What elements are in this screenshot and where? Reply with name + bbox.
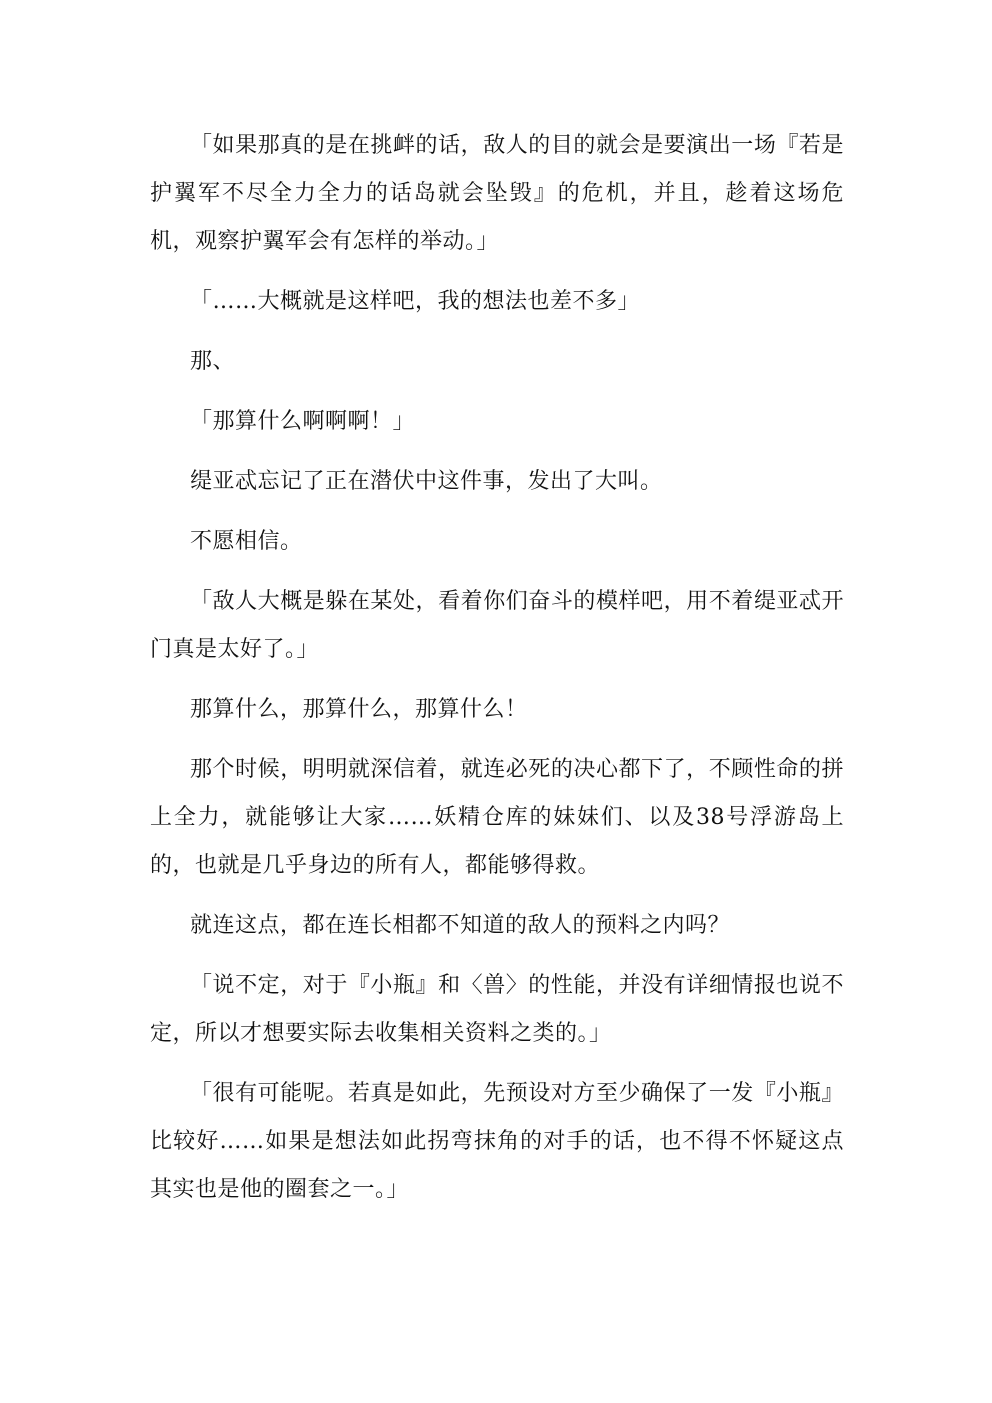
paragraph: 那个时候，明明就深信着，就连必死的决心都下了，不顾性命的拼上全力，就能够让大家……妖精仓库的妹妹们、以及38号浮游岛上的，也就是几乎身边的所有人，都能够得救。: [150, 757, 844, 878]
paragraph: 就连这点，都在连长相都不知道的敌人的预料之内吗？: [190, 913, 731, 938]
paragraph: 「……大概就是这样吧，我的想法也差不多」: [190, 289, 641, 314]
paragraph: 缇亚忒忘记了正在潜伏中这件事，发出了大叫。: [190, 469, 663, 494]
paragraph: 「很有可能呢。若真是如此，先预设对方至少确保了一发『小瓶』比较好……如果是想法如此拐弯抹角的对手的话，也不得不怀疑这点其实也是他的圈套之一。」: [150, 1081, 844, 1202]
paragraph: 「如果那真的是在挑衅的话，敌人的目的就会是要演出一场『若是护翼军不尽全力全力的话岛就会坠毁』的危机，并且，趁着这场危机，观察护翼军会有怎样的举动。」: [150, 133, 844, 254]
paragraph: 那算什么，那算什么，那算什么！: [190, 697, 528, 722]
paragraph: 不愿相信。: [190, 529, 303, 554]
paragraph: 「敌人大概是躲在某处，看着你们奋斗的模样吧，用不着缇亚忒开门真是太好了。」: [150, 589, 844, 662]
document-page: [150, 122, 844, 1226]
paragraph: 「那算什么啊啊啊！」: [190, 409, 416, 434]
paragraph: 那、: [190, 349, 236, 374]
paragraph: 「说不定，对于『小瓶』和〈兽〉的性能，并没有详细情报也说不定，所以才想要实际去收集相关资料之类的。」: [150, 973, 844, 1046]
